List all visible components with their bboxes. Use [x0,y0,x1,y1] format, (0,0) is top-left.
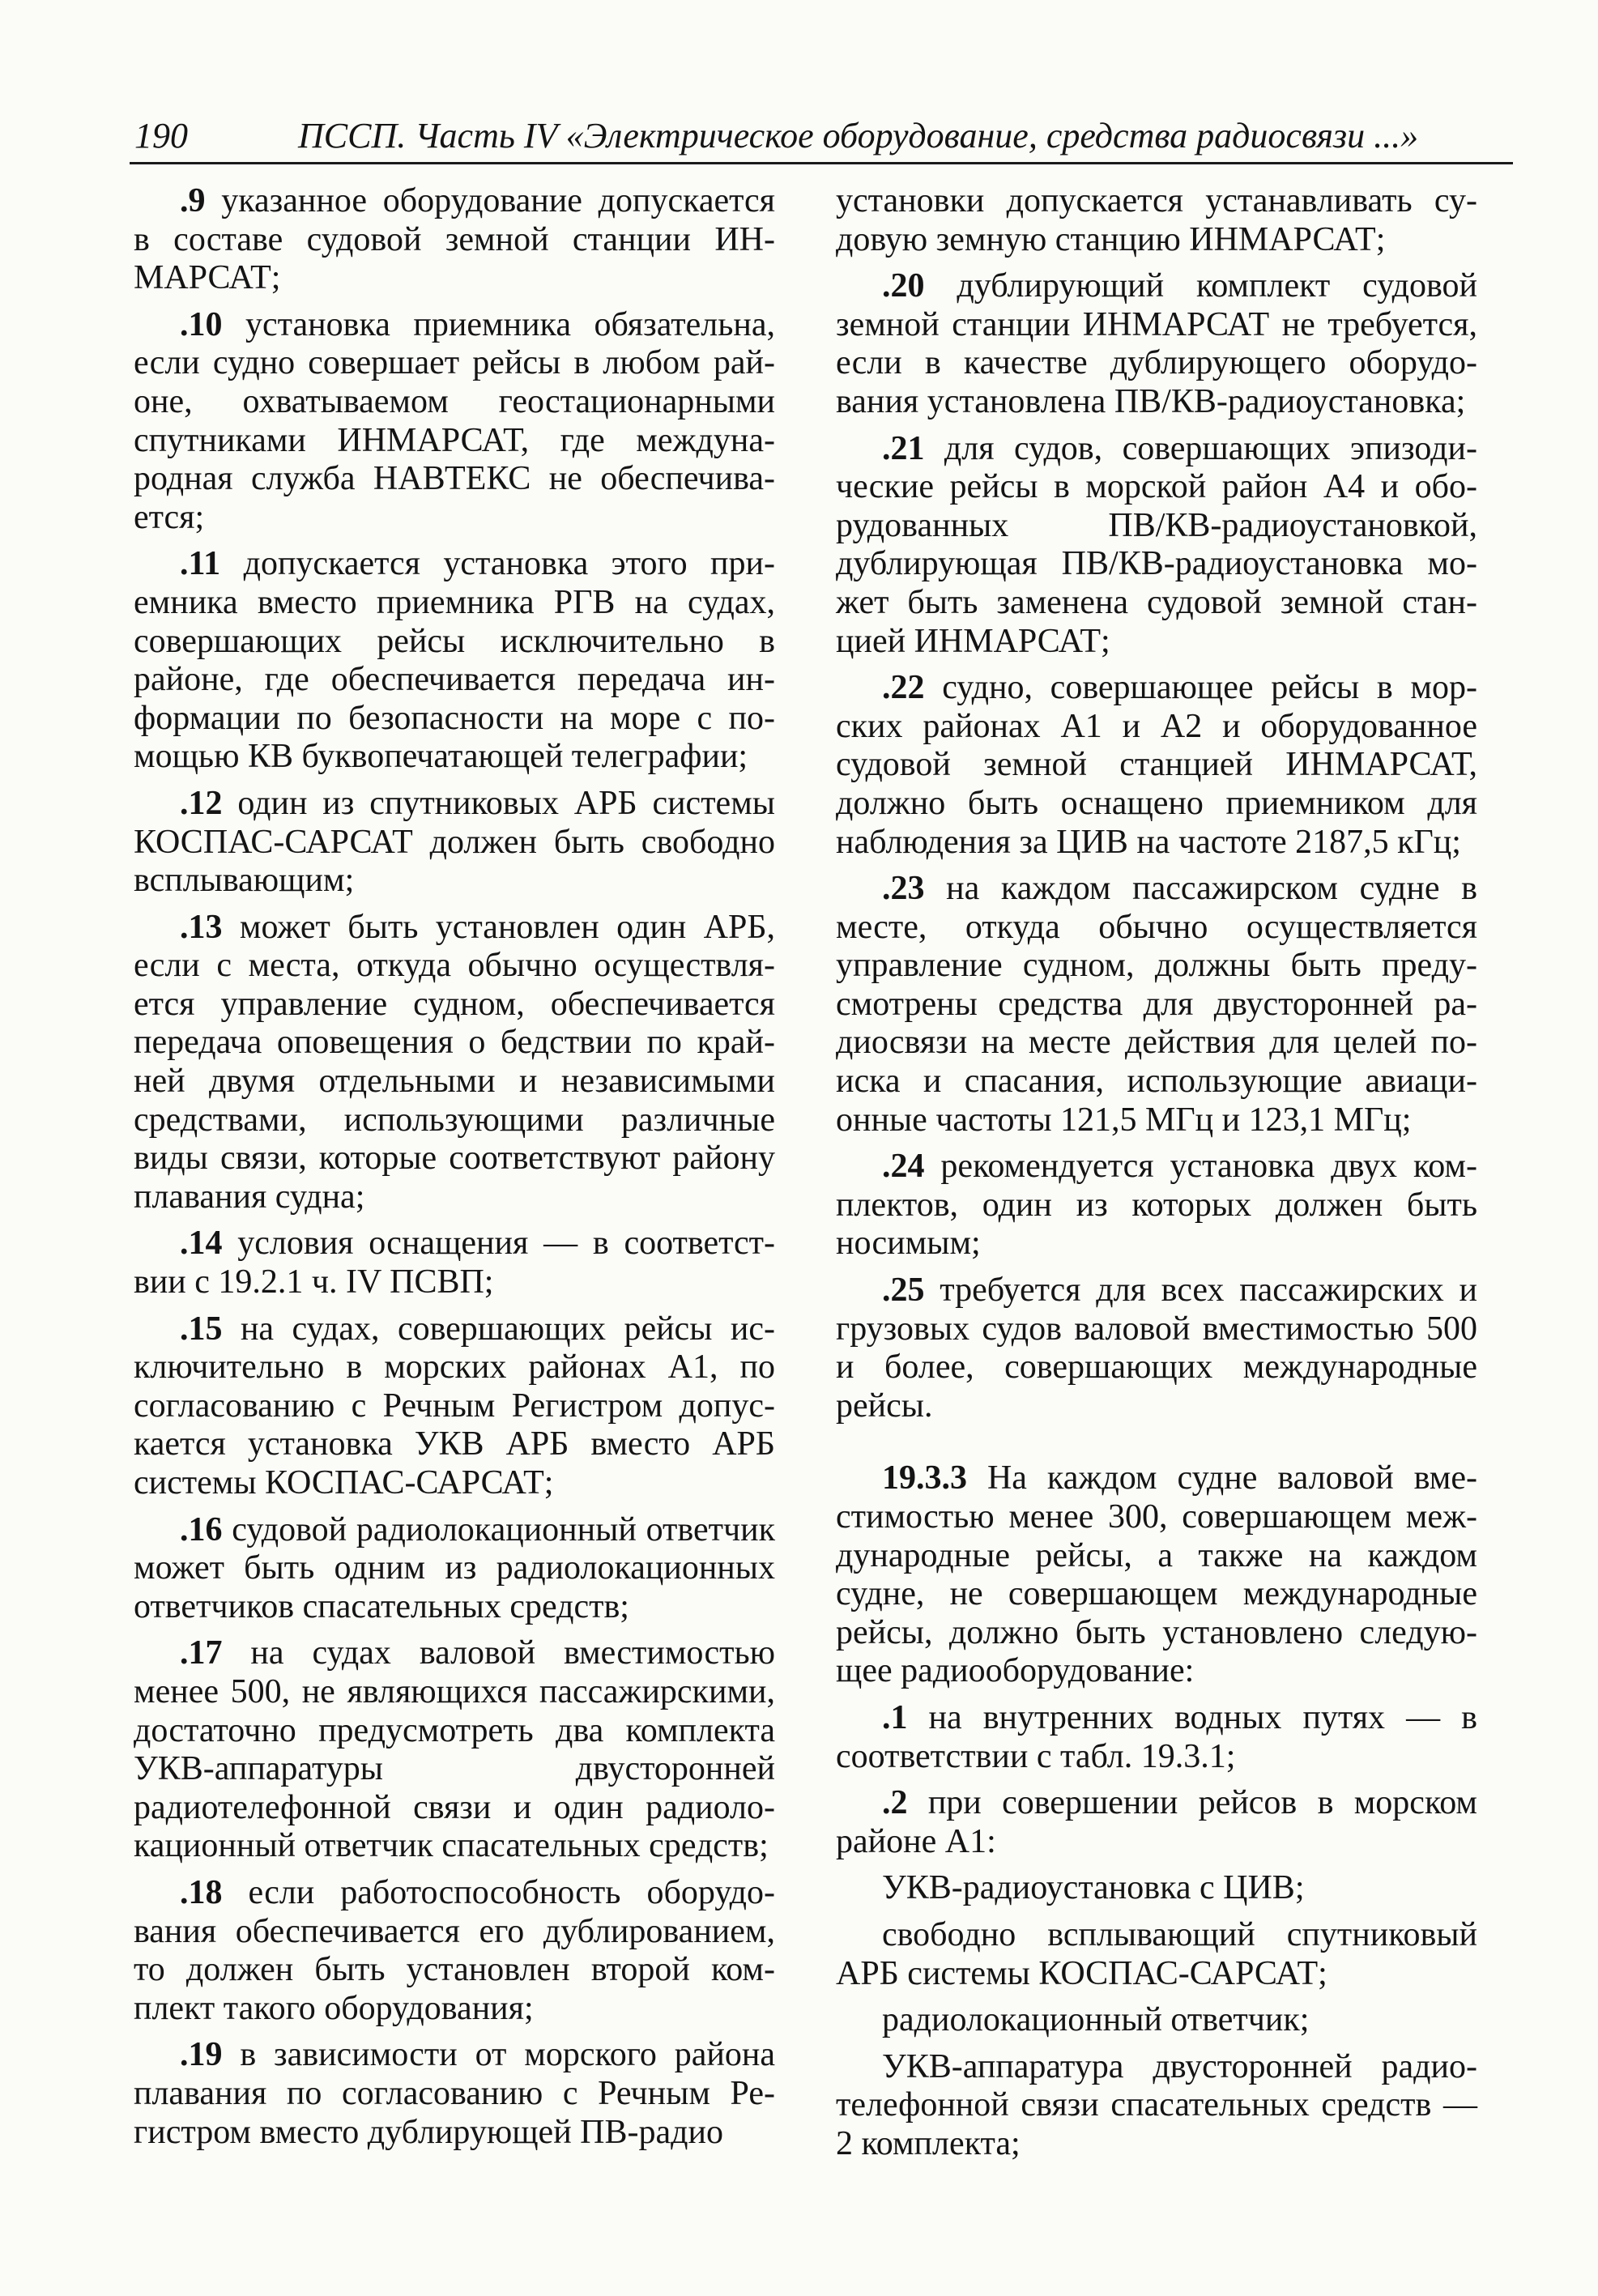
item-number: .1 [882,1698,908,1736]
paragraph [836,1699,1477,1776]
paragraph [134,1634,775,1866]
paragraph [836,1916,1477,1993]
right-column [836,182,1477,2172]
item-number: .17 [180,1634,223,1672]
item-number: .20 [882,267,925,305]
running-header [130,112,1513,160]
item-number: 19.3.3 [882,1459,967,1497]
item-number: .11 [180,545,221,583]
item-text: допускается установка этого приемника вместо приемника РГВ на судах, совершающих рейсы исключительно в районе, где обеспечивается передача информации по безопасности на море с помощью КВ буквопечатающей телеграфии; [134,545,775,776]
item-text: радиолокационный ответчик; [882,2001,1310,2039]
item-text: свободно всплывающий спутниковый АРБ системы КОСПАС-САРСАТ; [836,1915,1477,1992]
item-text: в зависимости от морского района плавания по согласованию с Речным Регистром вместо дублирующей ПВ-радио [134,2036,775,2151]
paragraph [134,306,775,538]
paragraph [134,1225,775,1301]
header-rule [130,162,1513,164]
item-number: .21 [882,429,925,467]
running-title: ПССП. Часть IV «Электрическое оборудование, средства радиосвязи ...» [298,116,1419,155]
item-number: .24 [882,1148,925,1186]
item-number: .23 [882,870,925,908]
item-text: установки допускается устанавливать судовую земную станцию ИНМАРСАТ; [836,182,1477,258]
item-text: может быть установлен один АРБ, если с места, откуда обычно осуществляется управление судном, обеспечивается передача оповещения о бедствии по крайней двумя отдельными и независимыми средствами, использующими различные виды связи, которые соответствуют району плавания судна; [134,908,775,1216]
item-text: УКВ-радиоустановка с ЦИВ; [882,1869,1305,1907]
item-text: на внутренних водных путях — в соответствии с табл. 19.3.1; [836,1698,1477,1775]
item-number: .18 [180,1873,223,1911]
item-number: .16 [180,1510,223,1548]
item-text: установка приемника обязательна, если судно совершает рейсы в любом районе, охватываемом геостационарными спутниками ИНМАРСАТ, где международная служба НАВТЕКС не обеспечивается; [134,305,775,536]
item-text: на каждом пассажирском судне в месте, откуда обычно осуществляется управление судном, должны быть предусмотрены средства для двусторонней радиосвязи на месте действия для целей поиска и спасания, использующие авиационные частоты 121,5 МГц и 123,1 МГц; [836,870,1477,1139]
paragraph [134,1511,775,1627]
item-text: дублирующий комплект судовой земной станции ИНМАРСАТ не требуется, если в качестве дублирующего оборудования установлена ПВ/КВ-радиоустановка; [836,267,1477,420]
paragraph [836,1148,1477,1263]
item-number: .19 [180,2036,223,2074]
item-number: .2 [882,1784,908,1822]
item-text: для судов, совершающих эпизодические рейсы в морской район А4 и оборудованных ПВ/КВ-радиоустановкой, дублирующая ПВ/КВ-радиоустановка может быть заменена судовой земной станцией ИНМАРСАТ; [836,429,1477,660]
item-text: если работоспособность оборудования обеспечивается его дублированием, то должен быть установлен второй комплект такого оборудования; [134,1873,775,2027]
paragraph [134,1310,775,1503]
paragraph [836,1784,1477,1861]
item-text: судно, совершающее рейсы в морских районах А1 и А2 и оборудованное судовой земной станцией ИНМАРСАТ, должно быть оснащено приемником для наблюдения за ЦИВ на частоте 2187,5 кГц; [836,669,1477,861]
paragraph [134,2036,775,2152]
item-number: .10 [180,305,223,343]
paragraph [836,430,1477,662]
paragraph [836,870,1477,1139]
item-text: рекомендуется установка двух комплектов, один из которых должен быть носимым; [836,1148,1477,1263]
item-text: требуется для всех пассажирских и грузовых судов валовой вместимостью 500 и более, совершающих международные рейсы. [836,1272,1477,1425]
paragraph [836,2001,1477,2040]
paragraph [134,182,775,298]
item-text: при совершении рейсов в морском районе А1: [836,1784,1477,1860]
item-number: .9 [180,182,206,219]
item-text: На каждом судне валовой вместимостью менее 300, совершающем международные рейсы, а также на каждом судне, не совершающем международные рейсы, должно быть установлено следующее радиооборудование: [836,1459,1477,1690]
paragraph [836,1459,1477,1691]
paragraph [134,545,775,777]
item-text: на судах, совершающих рейсы исключительно в морских районах А1, по согласованию с Речным Регистром допускается установка УКВ АРБ вместо АРБ системы КОСПАС-САРСАТ; [134,1310,775,1502]
item-number: .13 [180,908,223,946]
item-number: .12 [180,784,223,822]
paragraph [134,1874,775,2028]
item-text: на судах валовой вместимостью менее 500, не являющихся пассажирскими, достаточно предусмотреть два комплекта УКВ-аппаратуры двусторонней радиотелефонной связи и один радиолокационный ответчик спасательных средств; [134,1634,775,1865]
item-number: .15 [180,1310,223,1348]
item-number: .14 [180,1225,223,1263]
paragraph [836,182,1477,259]
page-number: 190 [134,116,188,155]
paragraph [134,785,775,901]
item-number: .22 [882,669,925,707]
paragraph [836,1869,1477,1908]
item-text: УКВ-аппаратура двусторонней радиотелефонной связи спасательных средств — 2 комплекта; [836,2047,1477,2162]
paragraph [836,2048,1477,2164]
paragraph [836,669,1477,862]
item-text: условия оснащения — в соответствии с 19.2.1 ч. IV ПСВП; [134,1225,775,1301]
paragraph [836,267,1477,421]
item-number: .25 [882,1272,925,1310]
paragraph [134,909,775,1217]
item-text: указанное оборудование допускается в составе судовой земной станции ИНМАРСАТ; [134,182,775,297]
item-text: судовой радиолокационный ответчик может быть одним из радиолокационных ответчиков спасательных средств; [134,1510,775,1625]
paragraph [836,1272,1477,1425]
left-column [134,182,775,2160]
item-text: один из спутниковых АРБ системы КОСПАС-САРСАТ должен быть свободно всплывающим; [134,784,775,900]
